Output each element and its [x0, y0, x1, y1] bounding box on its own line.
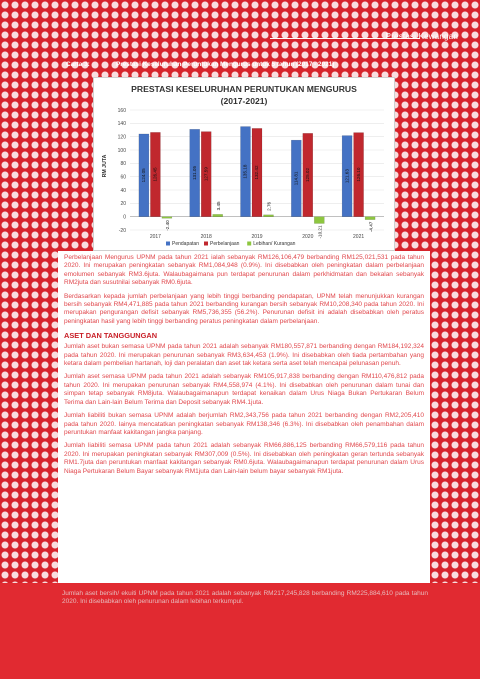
x-tick-label: 2019: [251, 234, 263, 240]
legend-swatch: [204, 242, 208, 246]
section-header: Prestasi Kewangan: [385, 32, 458, 41]
y-tick-label: 140: [117, 121, 126, 128]
data-label: 132.42: [254, 165, 260, 180]
y-tick-label: 160: [117, 107, 126, 114]
section-heading-assets-liabilities: ASET DAN TANGGUNGAN: [64, 331, 158, 341]
paragraph-operating-expenditure: Perbelanjaan Mengurus UPNM pada tahun 2021 ialah sebanyak RM126,106,479 berbanding RM125,021,531 pada tahun 2020. Ini merupakan peningkatan sebanyak RM1,084,948 (0.9%). Ini disebabkan oleh peningkatan dalam perbelanjaan emolumen sebanyak RM3.6juta. Walaubagaimana pun terdapat penurunan dalam perkhidmatan dan bekalan sebanyak RM2juta dan susutnilai sebanyak RM0.6juta.: [64, 254, 424, 287]
legend-swatch: [247, 242, 251, 246]
data-label: -10.21: [317, 225, 323, 239]
y-tick-label: 0: [123, 214, 126, 221]
chart-card: [93, 77, 395, 251]
x-tick-label: 2021: [353, 234, 365, 240]
paragraph-net-deficit: Berdasarkan kepada jumlah perbelanjaan yang lebih tinggi berbanding pendapatan, UPNM telah menunjukkan kurangan bersih sebanyak RM4,471,885 pada tahun 2021 berbanding kurangan bersih sebanyak RM10,208,340 pada tahun 2020. Ini merupakan pengurangan defisit sebanyak RM5,736,355 (56.2%). Penurunan defisit ini adalah disebabkan oleh peratus peningkatan hasil yang lebih tinggi berbanding peratus peningkatan dalam perbelanjaan.: [64, 292, 424, 325]
bar-lebihan-kurangan-2021: [365, 217, 375, 220]
y-tick-label: 20: [120, 201, 126, 208]
legend-label: Pendapatan: [172, 241, 199, 248]
data-label: 121.63: [344, 169, 350, 184]
y-tick-label: 40: [120, 187, 126, 194]
x-tick-label: 2017: [149, 234, 161, 240]
bar-chart: [94, 78, 394, 250]
chart-title: PRESTASI KESELURUHAN PERUNTUKAN MENGURUS: [131, 84, 357, 94]
data-label: 2.76: [266, 201, 272, 211]
data-label: 124.05: [141, 168, 147, 183]
data-label: 126.45: [152, 167, 158, 182]
data-label: 114.81: [293, 171, 299, 186]
caption-label: Carta 3:: [66, 60, 90, 68]
data-label: 125.02: [305, 167, 311, 183]
data-label: -2.40: [165, 220, 171, 231]
paragraph-non-current-assets: Jumlah aset bukan semasa UPNM pada tahun 2021 adalah sebanyak RM180,557,871 berbanding dengan RM184,192,324 pada tahun 2020. Ini merupakan penurunan sebanyak RM3,634,453 (1.9%). Ini disebabkan oleh tiada pertambahan yang ketara dalam pembelian hartanah, loji dan peralatan dan aset tak ketara serta aset telah mencapai pelunasan penuh.: [64, 343, 424, 368]
chart-subtitle: (2017-2021): [220, 96, 268, 106]
data-label: 135.18: [242, 164, 248, 179]
paragraph-current-liabilities: Jumlah liabiliti semasa UPNM pada tahun 2021 adalah sebanyak RM66,886,125 berbanding RM66,579,116 pada tahun 2020. Ini merupakan peningkatan sebanyak RM307,009 (0.5%). Ini disebabkan oleh peningkatan geran tertunda sebanyak RM1.7juta dan peruntukan manfaat kakitangan sebanyak RM0.6juta. Walaubagaimanapun terdapat penurunan dalam Urus Niaga Pertukaran Belum Bayar sebanyak RM1juta dan Lain-lain belum bayar sebanyak RM1juta.: [64, 442, 424, 475]
data-label: 3.45: [215, 201, 221, 211]
paragraph-current-assets: Jumlah aset semasa UPNM pada tahun 2021 adalah sebanyak RM105,917,838 berbanding dengan RM110,476,812 pada tahun 2020. Ini merupakan penurunan sebanyak RM4,558,974 (4.1%). Ini disebabkan oleh penurunan dalam tunai dan simpan tetap sebanyak RM8juta. Walaubagaimanapun terdapat kenaikan dalam Urus Niaga Bukan Pertukaran Belum Terima dan Lain-lain Belum Terima dan Deposit sebanyak RM4.1juta.: [64, 373, 424, 406]
data-label: 127.59: [203, 167, 209, 182]
y-tick-label: 60: [120, 174, 126, 181]
bar-lebihan-kurangan-2018: [213, 214, 223, 216]
chart-caption: [58, 57, 430, 71]
y-tick-label: -20: [118, 227, 126, 234]
bar-lebihan-kurangan-2017: [162, 217, 172, 219]
legend-label: Lebihan/ Kurangan: [253, 241, 296, 248]
data-label: -4.47: [368, 221, 374, 233]
paragraph-non-current-liabilities: Jumlah liabiliti bukan semasa UPNM adalah berjumlah RM2,343,756 pada tahun 2021 berbanding dengan RM2,205,410 pada tahun 2020. Iainya mencatatkan peningkatan sebanyak RM138,346 (6.3%). Ini disebabkan oleh penambahan dalam peruntukan manfaat kakitangan jangka panjang.: [64, 412, 424, 436]
legend-label: Perbelanjaan: [210, 241, 240, 248]
bar-lebihan-kurangan-2020: [314, 217, 324, 224]
y-tick-label: 80: [120, 161, 126, 168]
y-axis-label: RM JUTA: [102, 154, 108, 178]
x-tick-label: 2018: [200, 234, 212, 240]
bar-lebihan-kurangan-2019: [264, 215, 274, 217]
content-panel: [58, 251, 430, 583]
caption-text: Prestasi Keseluruhan Peruntukan Mengurus untuk 5 tahun (2017 - 2021): [116, 60, 335, 68]
data-label: 126.10: [355, 167, 361, 182]
legend-swatch: [166, 242, 170, 246]
x-tick-label: 2020: [302, 234, 314, 240]
data-label: 131.05: [191, 165, 197, 181]
y-tick-label: 100: [117, 147, 126, 154]
y-tick-label: 120: [117, 134, 126, 141]
footer-paragraph: Jumlah aset bersih/ ekuiti UPNM pada tahun 2021 adalah sebanyak RM217,245,828 berbanding RM225,884,610 pada tahun 2020. Ini disebabkan oleh penurunan dalam lebihan terkumpul.: [62, 590, 428, 606]
